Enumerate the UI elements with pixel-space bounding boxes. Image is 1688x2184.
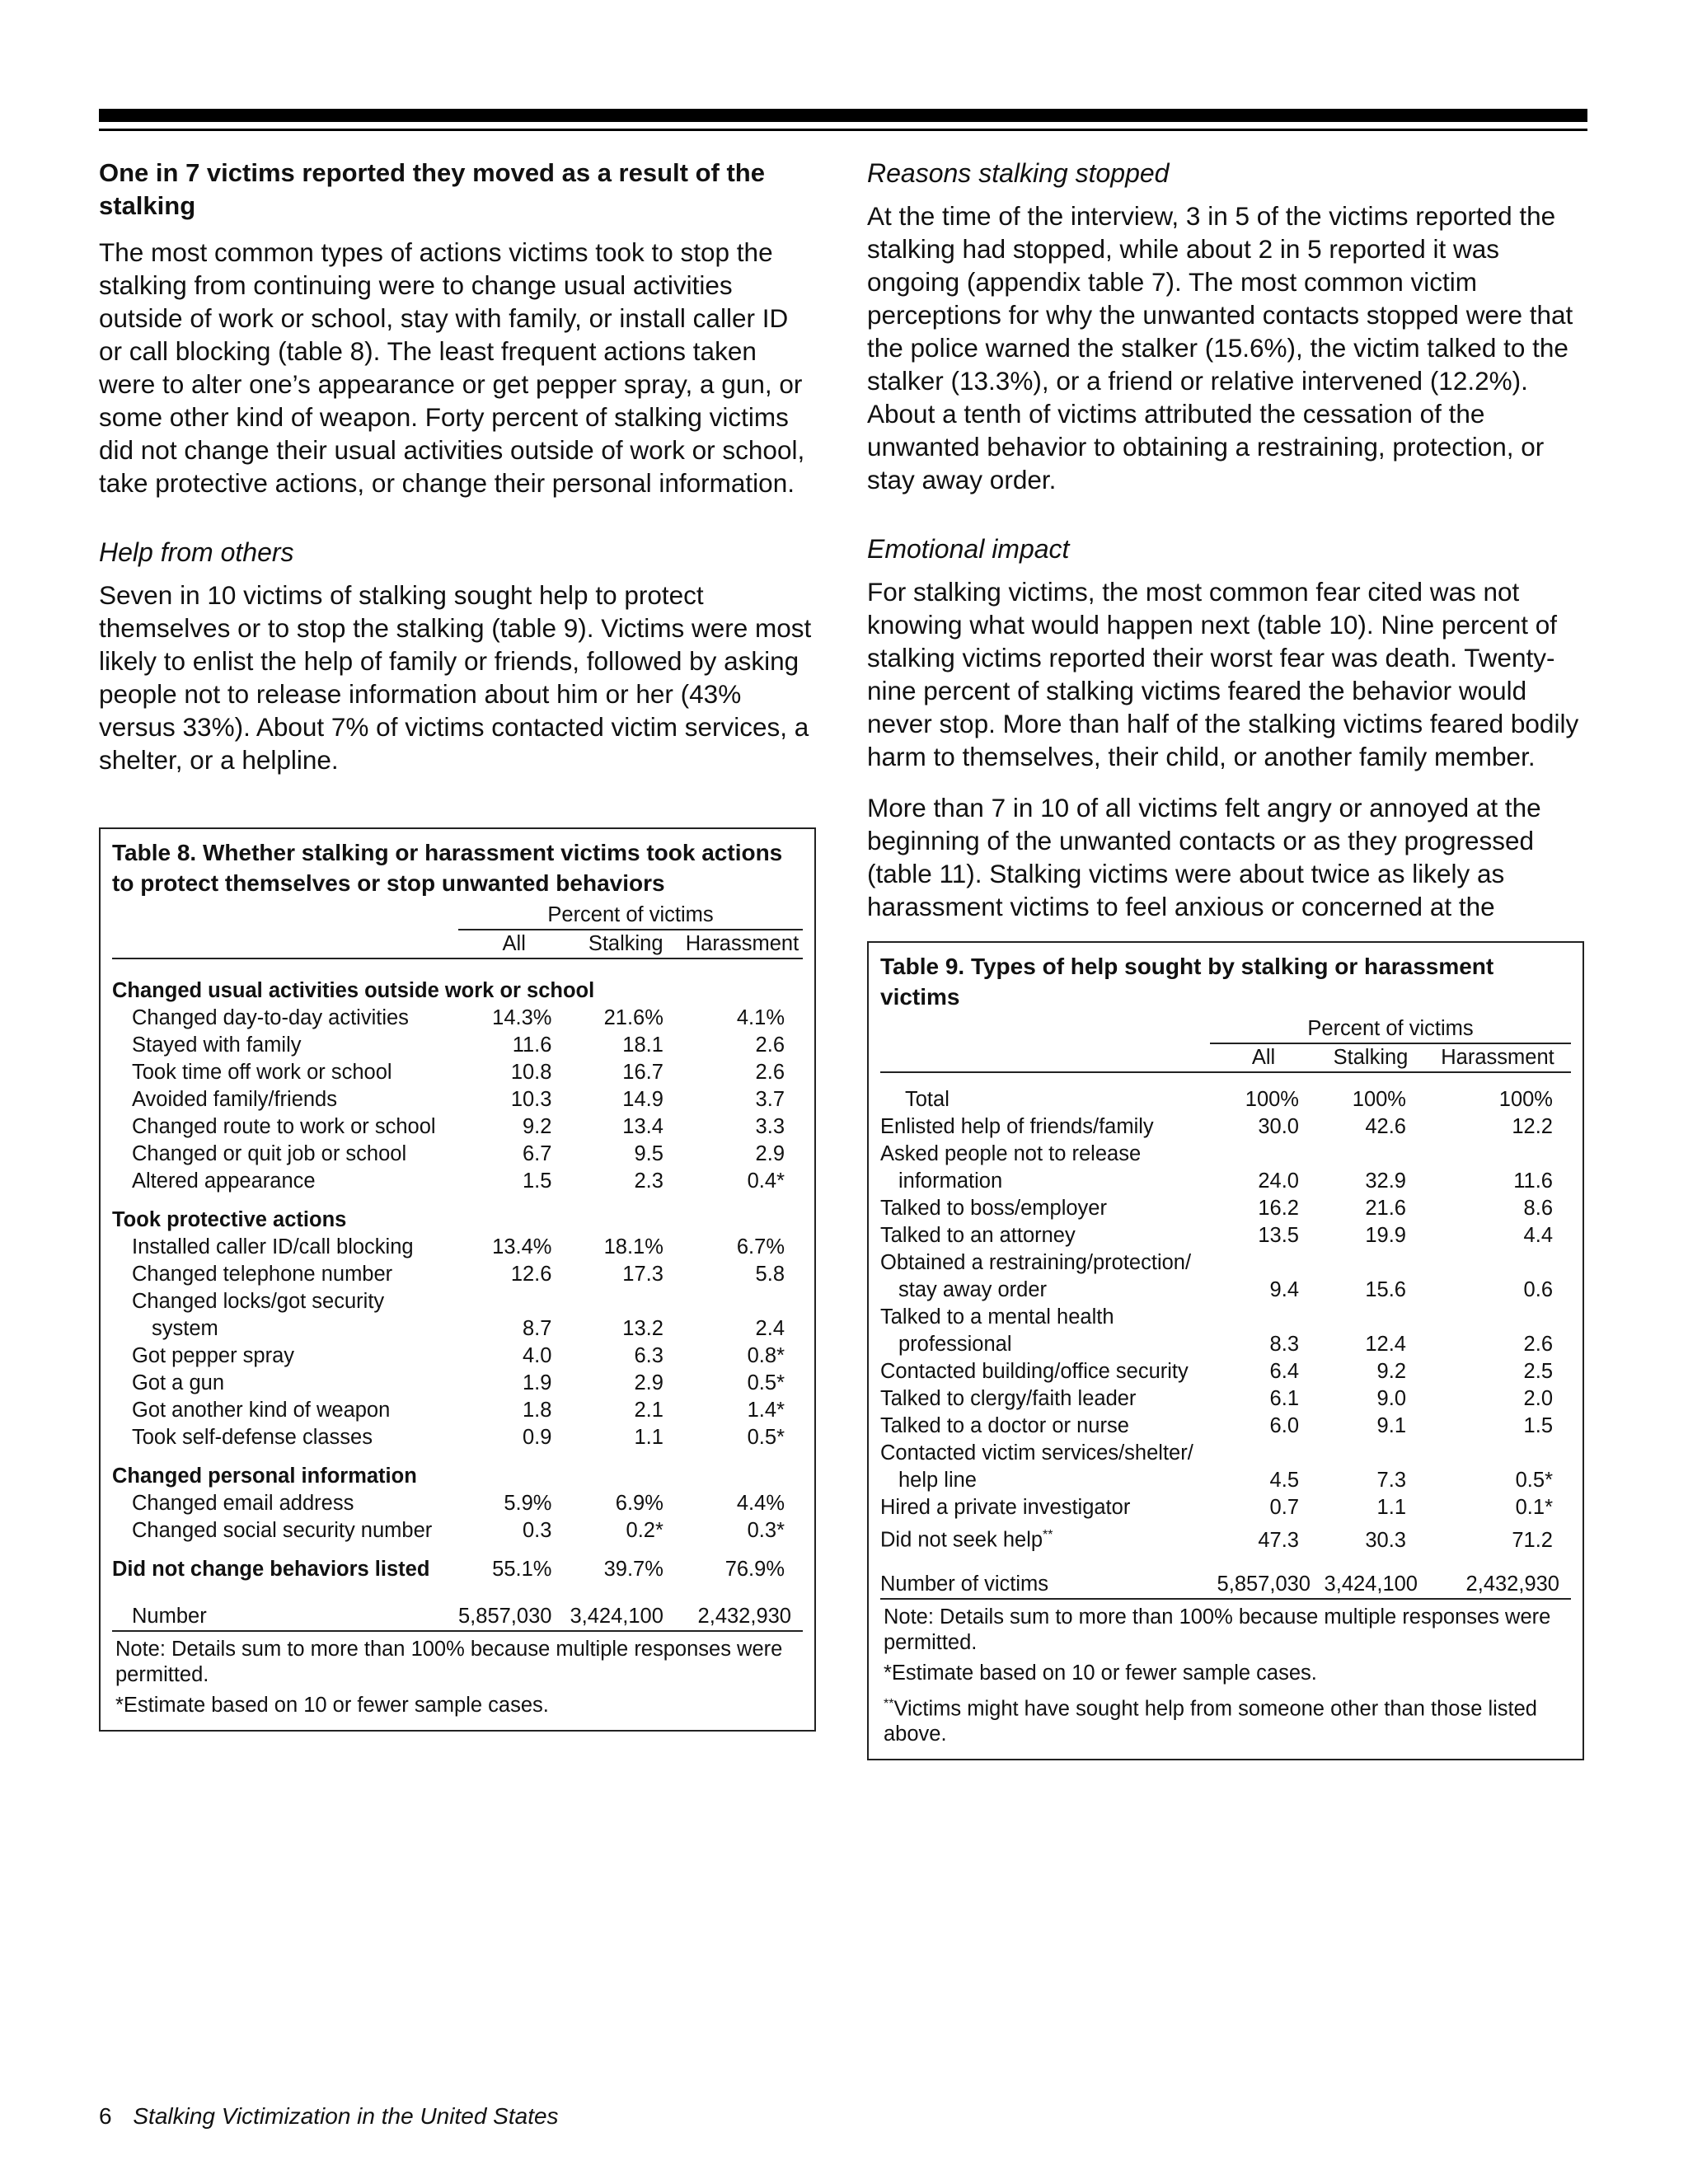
footnote-marker: ** — [1043, 1528, 1053, 1542]
column-header-harassment: Harassment — [682, 930, 803, 958]
table-row: Took time off work or school 10.8 16.7 2.6 — [132, 1061, 785, 1084]
subheading-emotional-impact: Emotional impact — [867, 534, 1070, 564]
column-group-header: Percent of victims — [458, 902, 803, 930]
table-row: information 24.0 32.9 11.6 — [898, 1169, 1553, 1193]
table-row: Asked people not to release — [880, 1142, 1142, 1165]
table-row: Avoided family/friends 10.3 14.9 3.7 — [132, 1088, 785, 1111]
page-footer — [99, 2103, 559, 2130]
table-row: Talked to clergy/faith leader 6.1 9.0 2.0 — [880, 1387, 1553, 1410]
right-column — [867, 157, 1584, 1760]
table-row: Got another kind of weapon 1.8 2.1 1.4* — [132, 1399, 785, 1422]
section-heading: One in 7 victims reported they moved as a result of the stalking — [99, 158, 765, 220]
table-row: Talked to boss/employer 16.2 21.6 8.6 — [880, 1197, 1553, 1220]
table-note: Note: Details sum to more than 100% because multiple responses were permitted. — [884, 1605, 1551, 1654]
table-row: Did not change behaviors listed 55.1% 39.7% 76.9% — [112, 1558, 785, 1581]
table-row: Contacted building/office security 6.4 9.2 2.5 — [880, 1360, 1553, 1383]
column-group-header: Percent of victims — [1210, 1015, 1571, 1043]
table-row: Did not seek help** 47.3 30.3 71.2 — [880, 1528, 1553, 1552]
column-header-stalking: Stalking — [570, 930, 681, 958]
table-row: Changed locks/got security — [132, 1290, 385, 1313]
column-header-harassment: Harassment — [1424, 1043, 1571, 1072]
table-note: Note: Details sum to more than 100% because multiple responses were permitted. — [115, 1638, 783, 1686]
column-header-stalking: Stalking — [1317, 1043, 1424, 1072]
table-row: Talked to an attorney 13.5 19.9 4.4 — [880, 1224, 1553, 1247]
table-section-label: Changed personal information — [112, 1465, 417, 1488]
table-row: Changed telephone number 12.6 17.3 5.8 — [132, 1263, 785, 1286]
table-row: stay away order 9.4 15.6 0.6 — [898, 1278, 1553, 1301]
table-number-row: Number of victims 5,857,030 3,424,100 2,432,930 — [880, 1554, 1571, 1599]
table-row: Hired a private investigator 0.7 1.1 0.1* — [880, 1496, 1553, 1519]
table-footnote-double-asterisk: **Victims might have sought help from someone other than those listed above. — [884, 1696, 1537, 1746]
table-row: Contacted victim services/shelter/ — [880, 1441, 1193, 1465]
table-section-label: Changed usual activities outside work or school — [112, 979, 595, 1002]
table-row: Obtained a restraining/protection/ — [880, 1251, 1192, 1274]
table-9-grid — [880, 1015, 1571, 1600]
subheading-help-from-others: Help from others — [99, 537, 294, 567]
paragraph: At the time of the interview, 3 in 5 of the victims reported the stalking had stopped, while about 2 in 5 reported it was ongoing (appendix table 7). The most common victim perceptions for why the unwanted contacts stopped were that the police warned the stalker (15.6%), the victim talked to the stalker (13.3%), or a friend or relative intervened (12.2%). About a tenth of victims attributed the cessation of the unwanted behavior to obtaining a restraining, protection, or stay away order. — [867, 201, 1573, 494]
table-row: Changed email address 5.9% 6.9% 4.4% — [132, 1492, 785, 1515]
table-row: Enlisted help of friends/family 30.0 42.6 12.2 — [880, 1115, 1553, 1138]
table-footnote: *Estimate based on 10 or fewer sample cases. — [884, 1661, 1317, 1685]
table-9 — [867, 941, 1584, 1760]
table-row: Talked to a doctor or nurse 6.0 9.1 1.5 — [880, 1414, 1553, 1437]
header-rule-thick — [99, 109, 1587, 122]
table-row: Got a gun 1.9 2.9 0.5* — [132, 1371, 785, 1394]
table-row: Talked to a mental health — [880, 1305, 1114, 1329]
table-row: Got pepper spray 4.0 6.3 0.8* — [132, 1344, 785, 1367]
table-8-grid — [112, 902, 803, 1632]
table-section-label: Took protective actions — [112, 1208, 347, 1231]
header-rule-thin — [99, 129, 1587, 131]
table-row: Total 100% 100% 100% — [905, 1088, 1553, 1111]
paragraph: More than 7 in 10 of all victims felt angry or annoyed at the beginning of the unwanted contacts or as they progressed (table 11). Stalking victims were about twice as likely as harassment victims to feel anxious or concerned at the — [867, 793, 1541, 921]
table-number-row: Number 5,857,030 3,424,100 2,432,930 — [112, 1583, 803, 1631]
column-header-all: All — [1210, 1043, 1317, 1072]
table-row: professional 8.3 12.4 2.6 — [898, 1333, 1553, 1356]
table-title: Table 9. Types of help sought by stalking or harassment victims — [880, 954, 1494, 1010]
table-row: Changed or quit job or school 6.7 9.5 2.9 — [132, 1142, 785, 1165]
table-row: Installed caller ID/call blocking 13.4% 18.1% 6.7% — [132, 1235, 785, 1258]
table-row: Changed social security number 0.3 0.2* 0.3* — [132, 1519, 785, 1542]
paragraph: Seven in 10 victims of stalking sought help to protect themselves or to stop the stalking (table 9). Victims were most likely to enlist the help of family or friends, followed by asking people not to release information about him or her (43% versus 33%). About 7% of victims contacted victim services, a shelter, or a helpline. — [99, 580, 812, 775]
table-row: system 8.7 13.2 2.4 — [152, 1317, 785, 1340]
paragraph: For stalking victims, the most common fear cited was not knowing what would happen next (table 10). Nine percent of stalking victims reported their worst fear was death. Twenty-nine percent of stalking victims feared the behavior would never stop. More than half of the stalking victims feared bodily harm to themselves, their child, or another family member. — [867, 577, 1579, 771]
table-row: Altered appearance 1.5 2.3 0.4* — [132, 1169, 785, 1193]
table-title: Table 8. Whether stalking or harassment victims took actions to protect themselves or stop unwanted behaviors — [112, 840, 783, 896]
page-number: 6 — [99, 2103, 112, 2129]
table-footnote: *Estimate based on 10 or fewer sample cases. — [115, 1694, 549, 1717]
table-row: Changed day-to-day activities 14.3% 21.6% 4.1% — [132, 1006, 785, 1029]
table-8 — [99, 827, 816, 1732]
table-row: help line 4.5 7.3 0.5* — [898, 1469, 1553, 1492]
report-title: Stalking Victimization in the United States — [133, 2103, 559, 2129]
table-row: Stayed with family 11.6 18.1 2.6 — [132, 1033, 785, 1057]
column-header-all: All — [458, 930, 570, 958]
left-column — [99, 157, 816, 1732]
paragraph: The most common types of actions victims took to stop the stalking from continuing were to change usual activities outside of work or school, stay with family, or install caller ID or call blocking (table 8). The least frequent actions taken were to alter one’s appearance or get pepper spray, a gun, or some other kind of weapon. Forty percent of stalking victims did not change their usual activities outside of work or school, take protective actions, or change their personal information. — [99, 237, 805, 498]
table-row: Took self-defense classes 0.9 1.1 0.5* — [132, 1426, 785, 1449]
table-row: Changed route to work or school 9.2 13.4 3.3 — [132, 1115, 785, 1138]
subheading-reasons-stalking-stopped: Reasons stalking stopped — [867, 158, 1170, 188]
